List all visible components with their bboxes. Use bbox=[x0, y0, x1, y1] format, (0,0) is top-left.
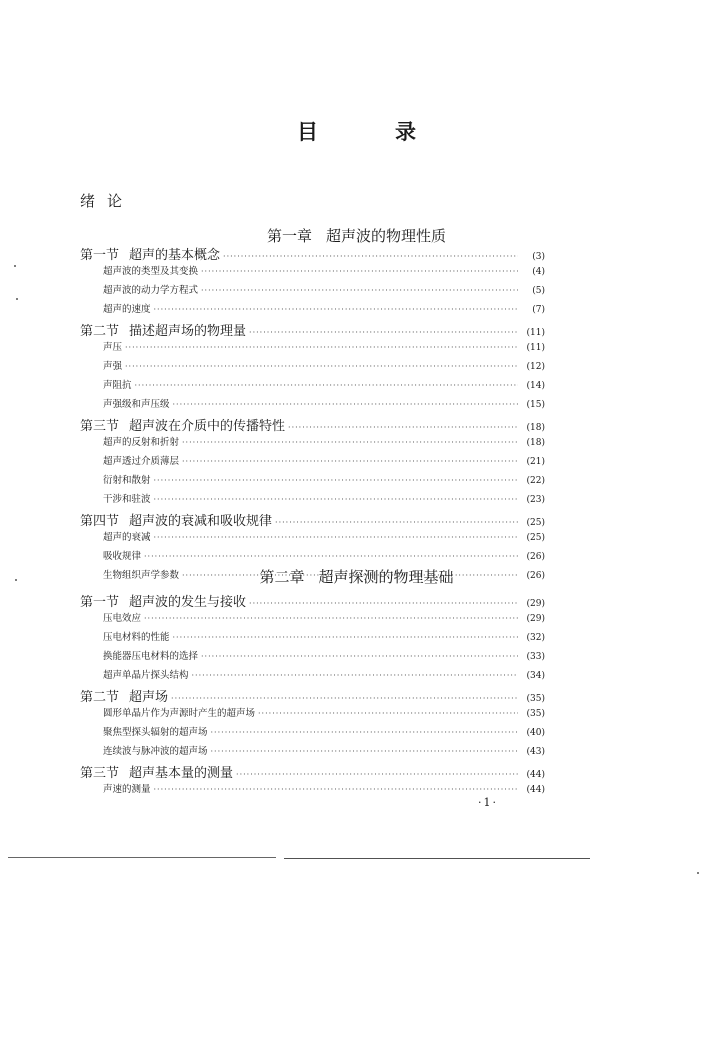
section-number: 第四节 bbox=[80, 514, 120, 529]
toc-item-row bbox=[80, 610, 545, 629]
item-title: 超声波的类型及其变换 bbox=[103, 266, 199, 277]
dot-leader bbox=[249, 599, 518, 608]
section-title: 超声波的发生与接收 bbox=[129, 595, 247, 610]
item-title: 圆形单晶片作为声源时产生的超声场 bbox=[103, 708, 256, 719]
item-title: 超声透过介质薄层 bbox=[103, 456, 180, 467]
page-ref: (29) bbox=[526, 614, 545, 624]
chapter-number: 第二章 bbox=[259, 568, 305, 586]
page-ref: (15) bbox=[526, 400, 545, 410]
section-number: 第三节 bbox=[80, 766, 120, 781]
toc-list bbox=[80, 244, 545, 586]
dot-leader bbox=[258, 709, 518, 718]
dot-leader bbox=[144, 552, 518, 561]
dot-leader bbox=[211, 728, 518, 737]
toc-item-row bbox=[80, 548, 545, 567]
page-ref: (12) bbox=[526, 362, 545, 372]
page-ref: (22) bbox=[526, 476, 545, 486]
toc-item-row bbox=[80, 629, 545, 648]
dot-leader bbox=[154, 305, 518, 314]
page-ref: (11) bbox=[526, 328, 545, 338]
item-title: 超声的反射和折射 bbox=[103, 437, 180, 448]
dot-leader bbox=[144, 614, 518, 623]
item-title: 衍射和散射 bbox=[103, 475, 151, 486]
scan-speck bbox=[16, 298, 18, 300]
page-ref: (21) bbox=[526, 457, 545, 467]
toc-list bbox=[80, 591, 545, 800]
dot-leader bbox=[154, 533, 518, 542]
toc-item-row bbox=[80, 282, 545, 301]
page-ref: (29) bbox=[526, 599, 545, 609]
page-ref: (32) bbox=[526, 633, 545, 643]
toc-section-row bbox=[80, 244, 545, 263]
chapter-title: 超声波的物理性质 bbox=[326, 227, 447, 245]
item-title: 吸收规律 bbox=[103, 551, 142, 562]
item-title: 压电效应 bbox=[103, 613, 142, 624]
dot-leader bbox=[236, 770, 518, 779]
scan-speck bbox=[14, 265, 16, 267]
dot-leader bbox=[154, 495, 518, 504]
page-ref: (18) bbox=[526, 438, 545, 448]
toc-section-row bbox=[80, 510, 545, 529]
page-ref: (5) bbox=[532, 286, 545, 296]
toc-item-row bbox=[80, 472, 545, 491]
toc-item-row bbox=[80, 529, 545, 548]
toc-item-row bbox=[80, 705, 545, 724]
scan-speck bbox=[15, 579, 17, 581]
item-title: 声压 bbox=[103, 342, 123, 353]
toc-item-row bbox=[80, 339, 545, 358]
toc-item-row bbox=[80, 724, 545, 743]
dot-leader bbox=[201, 286, 518, 295]
dot-leader bbox=[182, 438, 518, 447]
page-ref: (44) bbox=[526, 785, 545, 795]
page-ref: (44) bbox=[526, 770, 545, 780]
dot-leader bbox=[201, 267, 518, 276]
chapter-heading bbox=[0, 225, 713, 246]
scan-rule bbox=[8, 857, 276, 858]
item-title: 声速的测量 bbox=[103, 784, 151, 795]
item-title: 超声的速度 bbox=[103, 304, 151, 315]
dot-leader bbox=[223, 252, 518, 261]
dot-leader bbox=[125, 343, 518, 352]
item-title: 声阻抗 bbox=[103, 380, 132, 391]
section-title: 超声的基本概念 bbox=[129, 248, 221, 263]
dot-leader bbox=[192, 671, 518, 680]
toc-item-row bbox=[80, 358, 545, 377]
section-number: 第三节 bbox=[80, 419, 120, 434]
section-number: 第二节 bbox=[80, 324, 120, 339]
section-title: 超声场 bbox=[129, 690, 169, 705]
page-ref: (34) bbox=[526, 671, 545, 681]
dot-leader bbox=[173, 400, 518, 409]
page-ref: (4) bbox=[532, 267, 545, 277]
section-number: 第一节 bbox=[80, 248, 120, 263]
section-title: 超声基本量的测量 bbox=[129, 766, 234, 781]
page-ref: (25) bbox=[526, 518, 545, 528]
page-ref: (26) bbox=[526, 552, 545, 562]
toc-item-row bbox=[80, 648, 545, 667]
section-number: 第二节 bbox=[80, 690, 120, 705]
chapter-number: 第一章 bbox=[266, 227, 312, 245]
toc-item-row bbox=[80, 453, 545, 472]
scan-rule bbox=[284, 858, 590, 859]
toc-item-row bbox=[80, 743, 545, 762]
page-ref: (35) bbox=[526, 694, 545, 704]
section-number: 第一节 bbox=[80, 595, 120, 610]
item-title: 换能器压电材料的选择 bbox=[103, 651, 199, 662]
page-ref: (43) bbox=[526, 747, 545, 757]
toc-section-row bbox=[80, 415, 545, 434]
dot-leader bbox=[288, 423, 518, 432]
page-title: 目 录 bbox=[297, 119, 444, 144]
page-ref: (18) bbox=[526, 423, 545, 433]
dot-leader bbox=[154, 476, 518, 485]
section-title: 超声波的衰减和吸收规律 bbox=[129, 514, 273, 529]
section-title: 描述超声场的物理量 bbox=[129, 324, 247, 339]
chapter-title: 超声探测的物理基础 bbox=[318, 568, 454, 586]
item-title: 超声单晶片探头结构 bbox=[103, 670, 189, 681]
item-title: 生物组织声学参数 bbox=[103, 570, 180, 581]
dot-leader bbox=[211, 747, 518, 756]
page-ref: (3) bbox=[532, 252, 545, 262]
toc-section-row bbox=[80, 320, 545, 339]
toc-section-row bbox=[80, 591, 545, 610]
toc-item-row bbox=[80, 491, 545, 510]
chapter-heading bbox=[0, 566, 713, 587]
item-title: 超声的衰减 bbox=[103, 532, 151, 543]
dot-leader bbox=[275, 518, 518, 527]
page-ref: (23) bbox=[526, 495, 545, 505]
dot-leader bbox=[154, 785, 518, 794]
dot-leader bbox=[173, 633, 518, 642]
item-title: 聚焦型探头辐射的超声场 bbox=[103, 727, 208, 738]
page-number: ·1· bbox=[478, 796, 498, 809]
item-title: 声强 bbox=[103, 361, 123, 372]
page-ref: (35) bbox=[526, 709, 545, 719]
dot-leader bbox=[201, 652, 518, 661]
toc-item-row bbox=[80, 301, 545, 320]
toc-item-row bbox=[80, 781, 545, 800]
toc-item-row bbox=[80, 263, 545, 282]
page-ref: (25) bbox=[526, 533, 545, 543]
dot-leader bbox=[171, 694, 518, 703]
toc-section-row bbox=[80, 762, 545, 781]
section-title: 超声波在介质中的传播特性 bbox=[129, 419, 286, 434]
scan-speck bbox=[697, 872, 699, 874]
toc-item-row bbox=[80, 434, 545, 453]
item-title: 压电材料的性能 bbox=[103, 632, 170, 643]
toc-item-row bbox=[80, 377, 545, 396]
dot-leader bbox=[249, 328, 518, 337]
intro-entry: 绪论 bbox=[80, 192, 135, 210]
dot-leader bbox=[125, 362, 518, 371]
toc-item-row bbox=[80, 667, 545, 686]
item-title: 干涉和驻波 bbox=[103, 494, 151, 505]
dot-leader bbox=[182, 457, 518, 466]
page-ref: (7) bbox=[532, 305, 545, 315]
toc-section-row bbox=[80, 686, 545, 705]
page-ref: (14) bbox=[526, 381, 545, 391]
page-ref: (11) bbox=[526, 343, 545, 353]
page-ref: (26) bbox=[526, 571, 545, 581]
item-title: 超声波的动力学方程式 bbox=[103, 285, 199, 296]
toc-item-row bbox=[80, 396, 545, 415]
dot-leader bbox=[135, 381, 518, 390]
item-title: 连续波与脉冲波的超声场 bbox=[103, 746, 208, 757]
item-title: 声强级和声压级 bbox=[103, 399, 170, 410]
page-ref: (33) bbox=[526, 652, 545, 662]
page-ref: (40) bbox=[526, 728, 545, 738]
